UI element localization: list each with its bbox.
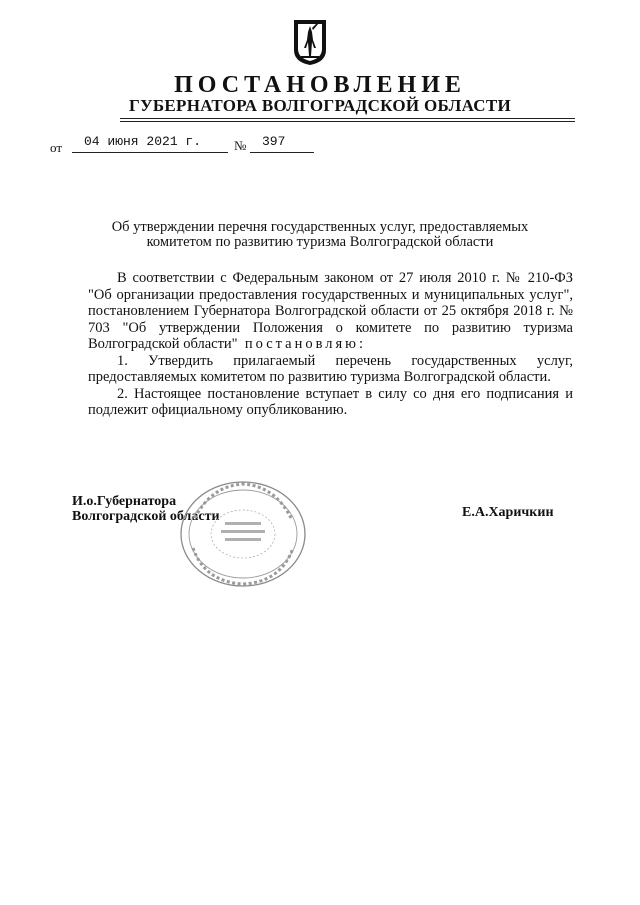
document-number: 397 [262,134,286,149]
issuer-subtitle: ГУБЕРНАТОРА ВОЛГОГРАДСКОЙ ОБЛАСТИ [128,96,512,115]
item-1: 1. Утвердить прилагаемый перечень государственных услуг, предоставляемых комитетом по развитию туризма Волгоградской области. [88,352,573,385]
document-type-title: ПОСТАНОВЛЕНИЕ [174,72,466,98]
header-rule-top [120,118,575,119]
number-label: № [234,138,247,153]
coat-of-arms-icon [292,18,328,66]
document-date: 04 июня 2021 г. [84,134,202,149]
date-underline [72,152,228,153]
subject-line-1: Об утверждении перечня государственных услуг, предоставляемых [111,219,529,235]
number-underline [250,152,314,153]
subject-line-2: комитетом по развитию туризма Волгоградской области [146,234,494,250]
preamble-text: В соответствии с Федеральным законом от 27 июля 2010 г. № 210-ФЗ "Об организации предоставления государственных и муниципальных услуг", постановлением Губернатора Волгоградской области от 25 октября 2018 г. № 703 "Об утверждении Положения о комитете по развитию туризма Волгоградской области" [88,270,573,352]
document-body [88,270,573,419]
date-prefix: от [50,140,63,155]
signatory-name: Е.А.Харичкин [462,505,554,520]
header-rule-bottom [120,121,575,122]
resolve-word: постановляю: [244,336,367,352]
official-seal-stamp [175,478,315,590]
position-line-2: Волгоградской области [72,509,220,524]
item-2: 2. Настоящее постановление вступает в силу со дня его подписания и подлежит официальному опубликованию. [88,385,573,418]
preamble-paragraph [88,270,573,353]
document-subject [90,220,550,250]
position-line-1: И.о.Губернатора [72,494,177,509]
